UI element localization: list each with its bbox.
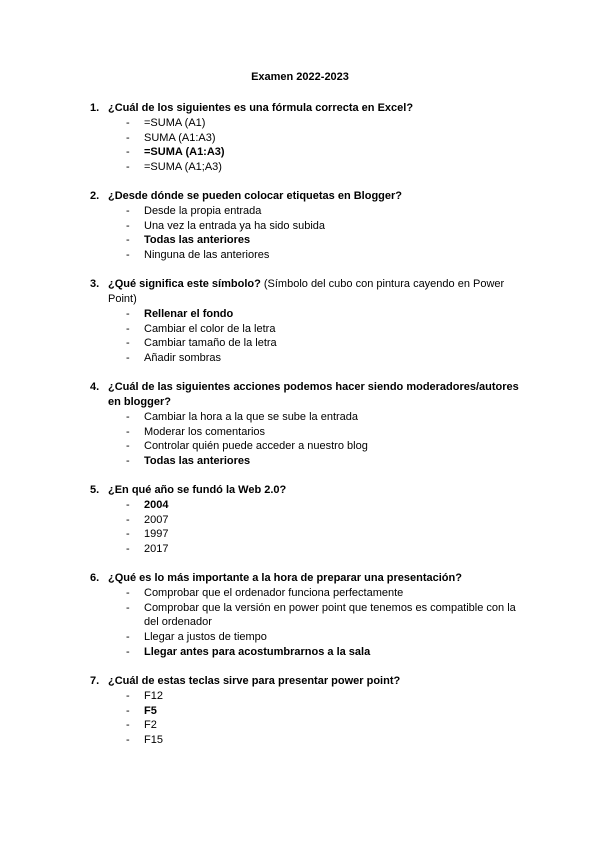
page-title: Examen 2022-2023: [251, 71, 349, 83]
answer-option-correct: [90, 704, 530, 719]
dash-bullet: -: [126, 513, 130, 526]
dash-bullet: -: [126, 352, 130, 365]
answer-option: [90, 630, 530, 645]
answer-text: 2017: [144, 543, 169, 556]
question-heading: [90, 571, 530, 586]
answer-text: Todas las anteriores: [144, 234, 251, 247]
answer-text: 1997: [144, 528, 169, 541]
answer-option-correct: [90, 645, 530, 660]
question-7: [90, 674, 530, 748]
question-number: 6.: [90, 572, 100, 584]
answer-options: [90, 410, 530, 469]
dash-bullet: -: [126, 601, 130, 614]
answer-options: [90, 116, 530, 175]
question-text: ¿Desde dónde se pueden colocar etiquetas en Blogger?: [108, 190, 403, 202]
answer-text: 2007: [144, 513, 169, 526]
answer-text: =SUMA (A1;A3): [144, 161, 222, 174]
answer-text: Moderar los comentarios: [144, 425, 266, 438]
answer-text: Añadir sombras: [144, 352, 222, 365]
dash-bullet: -: [126, 146, 130, 159]
answer-option-correct: [90, 307, 530, 322]
dash-bullet: -: [126, 117, 130, 129]
dash-bullet: -: [126, 690, 130, 702]
answer-text: Cambiar la hora a la que se sube la entrada: [144, 411, 359, 423]
answer-option-correct: [90, 145, 530, 160]
dash-bullet: -: [126, 425, 130, 438]
dash-bullet: -: [126, 337, 130, 350]
question-number: 7.: [90, 675, 100, 687]
question-5: [90, 483, 530, 557]
question-heading: [90, 189, 530, 204]
dash-bullet: -: [126, 543, 130, 556]
question-heading: [90, 674, 530, 689]
dash-bullet: -: [126, 205, 130, 217]
dash-bullet: -: [126, 411, 130, 423]
dash-bullet: -: [126, 249, 130, 262]
answer-option: [90, 513, 530, 528]
dash-bullet: -: [126, 645, 130, 658]
answer-options: [90, 498, 530, 557]
answer-text: Llegar a justos de tiempo: [144, 631, 267, 644]
question-heading: [90, 101, 530, 116]
question-heading: [90, 277, 530, 307]
question-text: ¿En qué año se fundó la Web 2.0?: [108, 484, 287, 496]
dash-bullet: -: [126, 704, 130, 717]
question-number: 5.: [90, 484, 100, 496]
answer-options: [90, 586, 530, 660]
dash-bullet: -: [126, 219, 130, 232]
answer-text: F2: [144, 719, 157, 732]
answer-option: [90, 131, 530, 146]
dash-bullet: -: [126, 308, 130, 320]
dash-bullet: -: [126, 587, 130, 599]
answer-option: [90, 116, 530, 131]
answer-option-correct: [90, 454, 530, 469]
answer-text: Comprobar que el ordenador funciona perfectamente: [144, 587, 404, 599]
answer-option: [90, 336, 530, 351]
question-6: [90, 571, 530, 660]
answer-options: [90, 307, 530, 366]
answer-option: [90, 542, 530, 557]
answer-text: Llegar antes para acostumbrarnos a la sala: [144, 645, 371, 658]
answer-text: Desde la propia entrada: [144, 205, 262, 217]
dash-bullet: -: [126, 161, 130, 174]
question-number: 3.: [90, 278, 100, 290]
answer-text: F5: [144, 704, 157, 717]
dash-bullet: -: [126, 719, 130, 732]
answer-option: [90, 160, 530, 175]
question-3: [90, 277, 530, 366]
answer-text: =SUMA (A1): [144, 117, 206, 129]
question-heading: [90, 483, 530, 498]
dash-bullet: -: [126, 440, 130, 453]
answer-option: [90, 718, 530, 733]
answer-option: [90, 586, 530, 601]
answer-option: [90, 410, 530, 425]
dash-bullet: -: [126, 499, 130, 511]
question-number: 2.: [90, 190, 100, 202]
question-text: ¿Qué significa este símbolo?: [108, 278, 261, 290]
answer-option: [90, 689, 530, 704]
question-number: 1.: [90, 102, 100, 114]
answer-text: =SUMA (A1:A3): [144, 146, 225, 159]
answer-option: [90, 601, 530, 630]
question-1: [90, 101, 530, 175]
answer-option: [90, 527, 530, 542]
answer-text: Una vez la entrada ya ha sido subida: [144, 219, 326, 232]
dash-bullet: -: [126, 734, 130, 747]
answer-text: Cambiar el color de la letra: [144, 322, 276, 335]
answer-text: Comprobar que la versión en power point que tenemos es compatible con la del ordenador: [144, 601, 516, 629]
question-4: [90, 380, 530, 469]
question-text: ¿Cuál de estas teclas sirve para presentar power point?: [108, 675, 401, 687]
answer-option: [90, 204, 530, 219]
answer-text: Controlar quién puede acceder a nuestro blog: [144, 440, 368, 453]
answer-option-correct: [90, 498, 530, 513]
answer-text: Cambiar tamaño de la letra: [144, 337, 277, 350]
answer-option: [90, 248, 530, 263]
answer-text: F12: [144, 690, 163, 702]
question-text: ¿Cuál de las siguientes acciones podemos hacer siendo moderadores/autores en blogger?: [108, 381, 519, 408]
answer-text: SUMA (A1:A3): [144, 131, 216, 144]
answer-option: [90, 439, 530, 454]
dash-bullet: -: [126, 234, 130, 247]
dash-bullet: -: [126, 528, 130, 541]
answer-option: [90, 425, 530, 440]
question-number: 4.: [90, 381, 100, 393]
answer-option: [90, 322, 530, 337]
question-text: ¿Qué es lo más importante a la hora de preparar una presentación?: [108, 572, 462, 584]
answer-option: [90, 219, 530, 234]
answer-option: [90, 351, 530, 366]
answer-options: [90, 204, 530, 263]
dash-bullet: -: [126, 455, 130, 468]
answer-option: [90, 733, 530, 748]
answer-option-correct: [90, 233, 530, 248]
question-2: [90, 189, 530, 263]
answer-text: 2004: [144, 499, 169, 511]
answer-text: Todas las anteriores: [144, 455, 251, 468]
question-heading: [90, 380, 530, 410]
answer-text: F15: [144, 734, 163, 747]
answer-text: Rellenar el fondo: [144, 308, 234, 320]
answer-text: Ninguna de las anteriores: [144, 249, 270, 262]
answer-options: [90, 689, 530, 748]
dash-bullet: -: [126, 131, 130, 144]
dash-bullet: -: [126, 322, 130, 335]
question-text: ¿Cuál de los siguientes es una fórmula correcta en Excel?: [108, 102, 414, 114]
dash-bullet: -: [126, 631, 130, 644]
question-note: (Símbolo del cubo con pintura cayendo en Power Point): [108, 278, 505, 305]
